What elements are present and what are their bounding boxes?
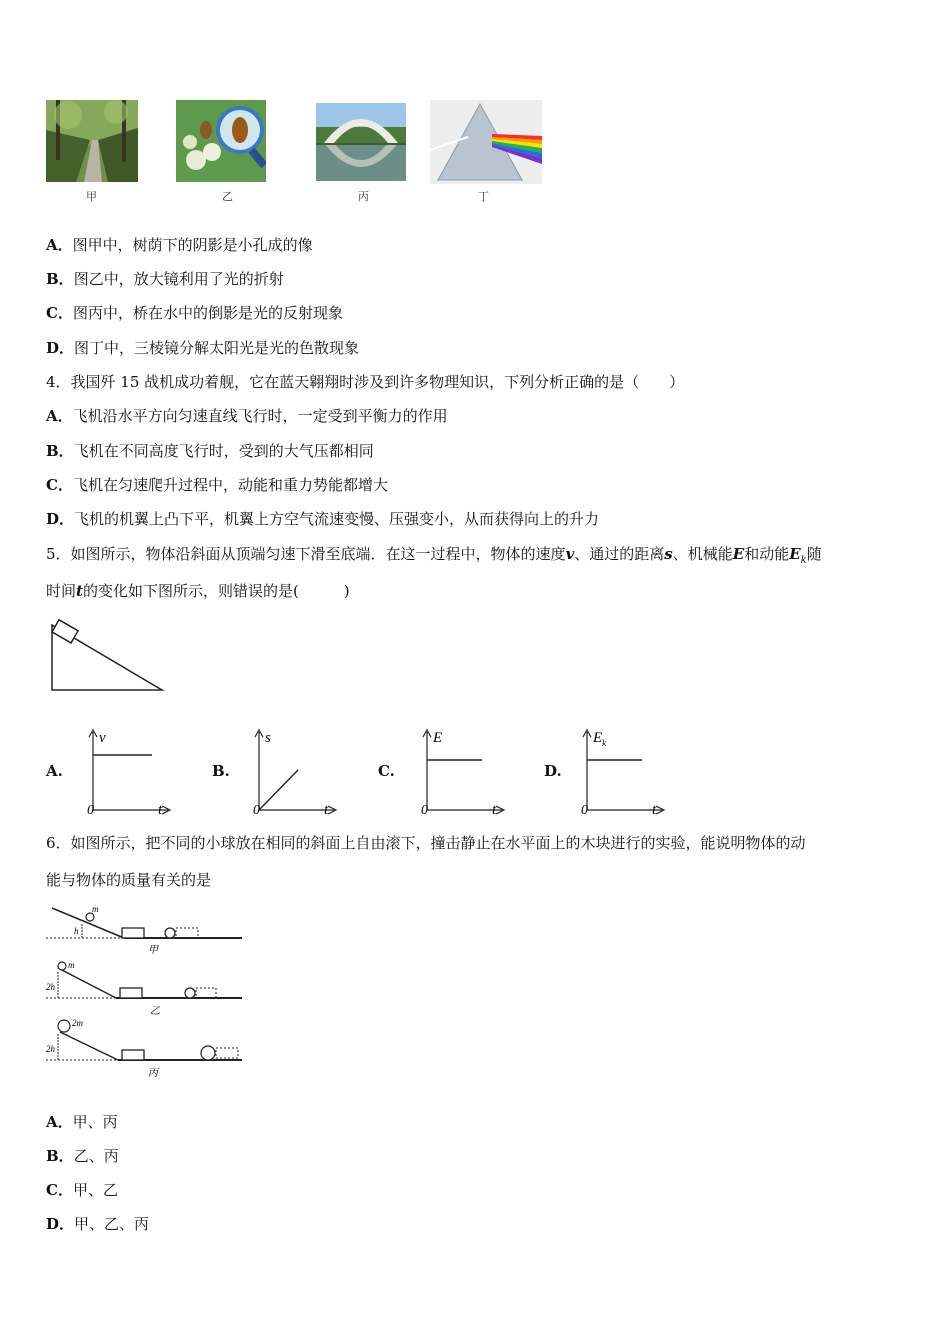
q6-bing-mass: 2m [72,1018,83,1028]
graph-c [418,728,508,818]
graph-c-y-axis: E [433,730,443,746]
q6-diagram-jia [44,904,244,956]
graph-d-origin: 0 [581,803,588,818]
graph-a-label: A. [46,762,63,780]
q6-bing-height: 2h [46,1044,55,1054]
graph-a-y-axis: v [99,730,106,746]
graph-a [84,728,174,818]
q6-bing-caption: 丙 [148,1068,158,1078]
q6-jia-mass: m [92,904,99,914]
graph-d-y-axis: $E_k$ [593,730,607,748]
caption-bing: 丙 [358,190,369,203]
q4-option-b: B．飞机在不同高度飞行时，受到的大气压都相同 [46,442,374,460]
q3-option-d: D．图丁中，三棱镜分解太阳光是光的色散现象 [46,339,360,357]
q6-jia-caption: 甲 [148,945,158,956]
graph-c-x-axis: t [492,802,497,818]
q4-stem: 4．我国歼 15 战机成功着舰，它在蓝天翱翔时涉及到许多物理知识，下列分析正确的是（ ） [46,373,685,391]
q4-option-d: D．飞机的机翼上凸下平，机翼上方空气流速变慢、压强变小，从而获得向上的升力 [46,510,600,528]
photo-bridge [316,103,406,181]
q6-option-d: D．甲、乙、丙 [46,1215,150,1233]
q6-stem-line1: 6．如图所示，把不同的小球放在相同的斜面上自由滚下，撞击静止在水平面上的木块进行的实验，能说明物体的动 [46,834,806,852]
q4-option-c: C．飞机在匀速爬升过程中，动能和重力势能都增大 [46,476,388,494]
q6-yi-caption: 乙 [150,1006,160,1017]
graph-d-label: D. [544,762,562,780]
q3-option-a: A．图甲中，树荫下的阴影是小孔成的像 [46,236,313,254]
graph-b [250,728,340,818]
q3-option-c: C．图丙中，桥在水中的倒影是光的反射现象 [46,304,343,322]
q6-diagram-yi [44,960,244,1018]
graph-d-x-axis: t [652,802,657,818]
q5-stem-line1: 5．如图所示，物体沿斜面从顶端匀速下滑至底端．在这一过程中，物体的速度v、通过的距离s、机械能E和动能$E_k$随 [46,545,822,566]
graph-b-y-axis: s [265,730,271,746]
q6-yi-height: 2h [46,982,55,992]
q6-yi-mass: m [68,960,75,970]
graph-c-label: C. [378,762,395,780]
q4-option-a: A．飞机沿水平方向匀速直线飞行时，一定受到平衡力的作用 [46,407,448,425]
photo-tree-shade [46,100,138,182]
q6-jia-height: h [74,926,79,936]
graph-a-x-axis: t [158,802,163,818]
q6-option-a: A．甲、丙 [46,1113,118,1131]
graph-d [578,728,668,818]
q3-option-b: B．图乙中，放大镜利用了光的折射 [46,270,284,288]
q5-stem-line2: 时间t的变化如下图所示，则错误的是( ) [46,582,350,600]
q6-option-c: C．甲、乙 [46,1181,118,1199]
q6-stem-line2: 能与物体的质量有关的是 [46,871,212,889]
incline-diagram [46,615,166,695]
graph-b-x-axis: t [324,802,329,818]
photo-magnifier [176,100,266,182]
photo-prism [430,100,542,184]
graph-b-origin: 0 [253,803,260,818]
q6-option-b: B．乙、丙 [46,1147,119,1165]
graph-c-origin: 0 [421,803,428,818]
caption-yi: 乙 [222,190,233,203]
graph-b-label: B. [212,762,230,780]
caption-jia: 甲 [86,190,97,203]
caption-ding: 丁 [478,190,489,203]
q6-diagram-bing [44,1016,244,1078]
graph-a-origin: 0 [87,803,94,818]
